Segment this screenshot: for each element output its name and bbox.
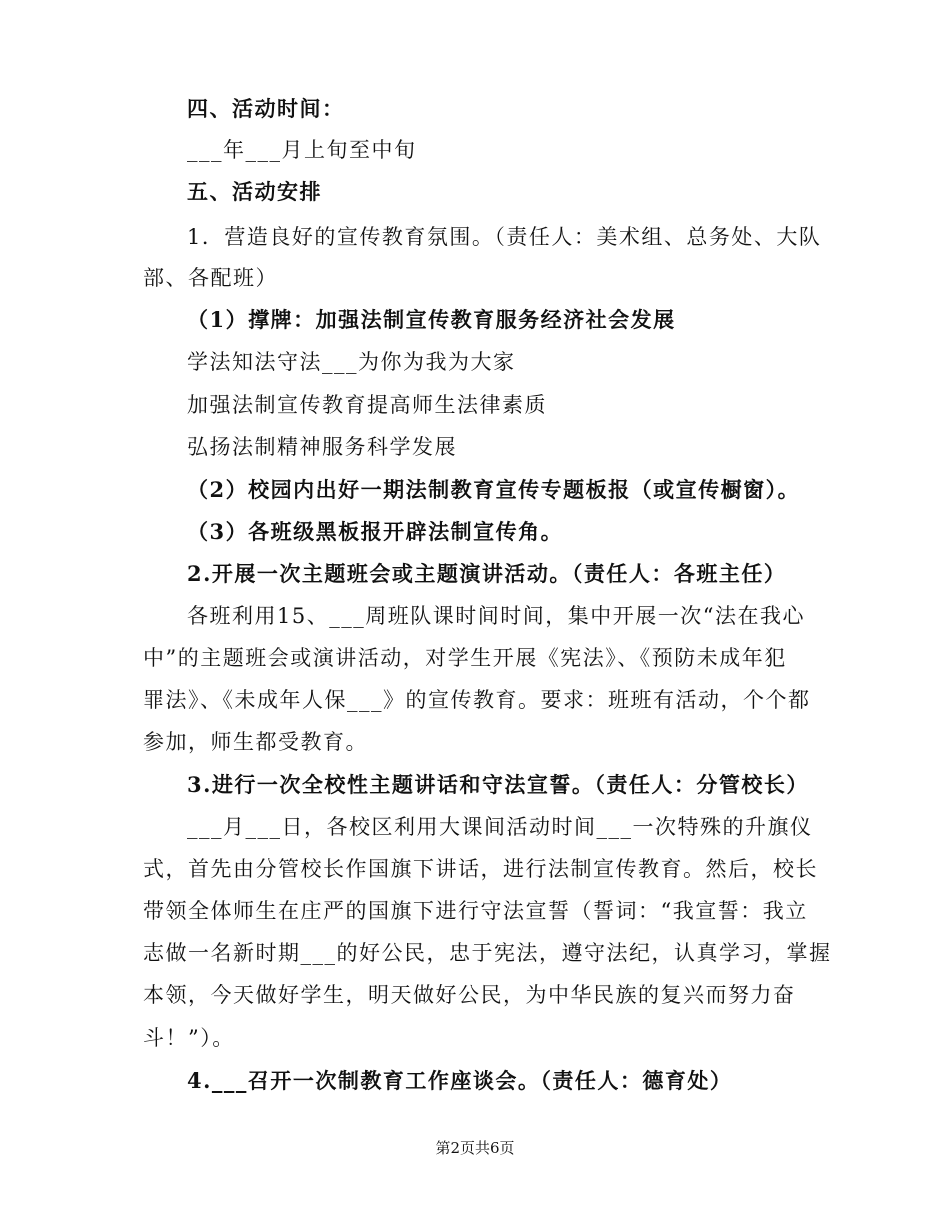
slogan-line: 弘扬法制精神服务科学发展 bbox=[187, 435, 457, 459]
subheading-line: （1）撑牌：加强法制宣传教育服务经济社会发展 bbox=[187, 307, 676, 332]
subheading-line: （3）各班级黑板报开辟法制宣传角。 bbox=[187, 519, 564, 544]
section-heading-activity-time: 四、活动时间： bbox=[187, 96, 345, 121]
item-heading-line: 2.开展一次主题班会或主题演讲活动。（责任人：各班主任） bbox=[187, 561, 787, 586]
paragraph-line: 本领，今天做好学生，明天做好公民，为中华民族的复兴而努力奋 bbox=[143, 983, 796, 1007]
paragraph-line: 罪法》、《未成年人保___》的宣传教育。要求：班班有活动，个个都 bbox=[143, 688, 811, 712]
paragraph-line: 1．营造良好的宣传教育氛围。（责任人：美术组、总务处、大队 bbox=[187, 225, 822, 249]
paragraph-line: 式，首先由分管校长作国旗下讲话，进行法制宣传教育。然后，校长 bbox=[143, 857, 818, 881]
paragraph-line: 斗！”）。 bbox=[143, 1026, 235, 1050]
paragraph-line: 带领全体师生在庄严的国旗下进行守法宣誓（誓词：“我宣誓：我立 bbox=[143, 899, 808, 923]
paragraph-line: 部、各配班） bbox=[143, 266, 278, 290]
paragraph-line: 各班利用15、___周班队课时间时间，集中开展一次“法在我心 bbox=[187, 604, 805, 628]
item-heading-line: 3.进行一次全校性主题讲话和守法宣誓。（责任人：分管校长） bbox=[187, 772, 809, 797]
paragraph-line: 志做一名新时期___的好公民，忠于宪法，遵守法纪，认真学习，掌握 bbox=[143, 941, 832, 965]
page-number-footer: 第2页共6页 bbox=[435, 1139, 515, 1157]
paragraph-line: ___月___日，各校区利用大课间活动时间___一次特殊的升旗仪 bbox=[187, 815, 813, 839]
paragraph-line: 中”的主题班会或演讲活动，对学生开展《宪法》、《预防未成年犯 bbox=[143, 646, 787, 670]
item-heading-line: 4.___召开一次制教育工作座谈会。（责任人：德育处） bbox=[187, 1068, 733, 1093]
subheading-line: （2）校园内出好一期法制教育宣传专题板报（或宣传橱窗）。 bbox=[187, 477, 801, 502]
slogan-line: 加强法制宣传教育提高师生法律素质 bbox=[187, 393, 547, 417]
paragraph-line: ___年___月上旬至中旬 bbox=[187, 138, 417, 162]
slogan-line: 学法知法守法___为你为我为大家 bbox=[187, 350, 516, 374]
section-heading-activity-arrangement: 五、活动安排 bbox=[187, 179, 322, 204]
paragraph-line: 参加，师生都受教育。 bbox=[143, 730, 368, 754]
